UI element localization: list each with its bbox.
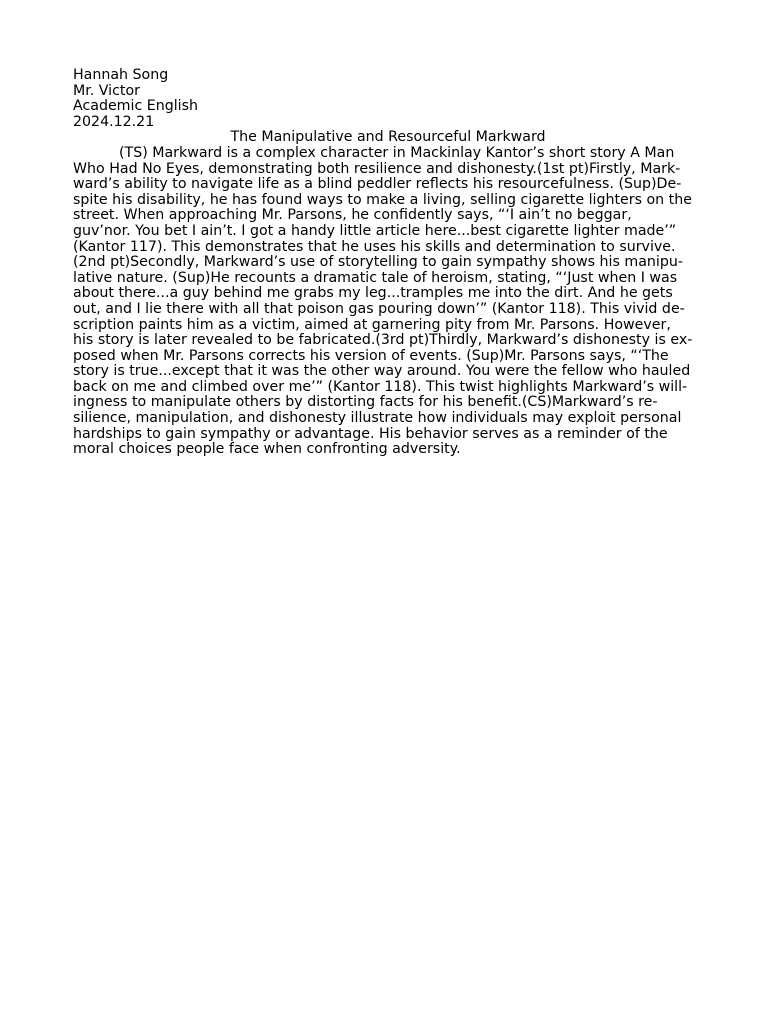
body-line: street. When approaching Mr. Parsons, he confidently says, “‘I ain’t no beggar, [73, 207, 632, 224]
body-line: silience, manipulation, and dishonesty illustrate how individuals may exploit personal [73, 410, 682, 427]
body-line: spite his disability, he has found ways to make a living, selling cigarette lighters on the [73, 191, 692, 208]
body-line: ingness to manipulate others by distorting facts for his benefit.(CS)Markward’s re- [73, 394, 658, 411]
body-line: his story is later revealed to be fabricated.(3rd pt)Thirdly, Markward’s dishonesty is ex- [73, 332, 693, 349]
body-line: out, and I lie there with all that poison gas pouring down’” (Kantor 118). This vivid de- [73, 300, 685, 317]
author-name: Hannah Song [73, 67, 169, 83]
body-line: (TS) Markward is a complex character in Mackinlay Kantor’s short story A Man [119, 144, 675, 161]
body-line: lative nature. (Sup)He recounts a dramatic tale of heroism, stating, “‘Just when I was [73, 269, 678, 286]
body-line: story is true...except that it was the other way around. You were the fellow who hauled [73, 363, 691, 380]
body-line: moral choices people face when confronting adversity. [73, 441, 461, 458]
document-page [73, 68, 703, 458]
body-line: ward’s ability to navigate life as a blind peddler reflects his resourcefulness. (Sup)De- [73, 176, 682, 193]
body-line: hardships to gain sympathy or advantage. His behavior serves as a reminder of the [73, 425, 668, 442]
body-line: (Kantor 117). This demonstrates that he uses his skills and determination to survive. [73, 238, 676, 255]
body-line: scription paints him as a victim, aimed at garnering pity from Mr. Parsons. However, [73, 316, 671, 333]
body-line: Who Had No Eyes, demonstrating both resilience and dishonesty.(1st pt)Firstly, Mark- [73, 160, 681, 177]
teacher-name: Mr. Victor [73, 82, 141, 99]
body-line: guv’nor. You bet I ain’t. I got a handy little article here...best cigarette lighter made’” [73, 222, 677, 239]
essay-body [73, 146, 703, 458]
body-line: posed when Mr. Parsons corrects his version of events. (Sup)Mr. Parsons says, “‘The [73, 347, 669, 364]
essay-title: The Manipulative and Resourceful Markward [230, 129, 546, 146]
course-name: Academic English [73, 98, 198, 115]
body-line: (2nd pt)Secondly, Markward’s use of storytelling to gain sympathy shows his manipu- [73, 254, 683, 271]
date: 2024.12.21 [73, 113, 155, 130]
body-line: back on me and climbed over me’” (Kantor 118). This twist highlights Markward’s will- [73, 378, 688, 395]
body-line: about there...a guy behind me grabs my leg...tramples me into the dirt. And he gets [73, 285, 673, 302]
